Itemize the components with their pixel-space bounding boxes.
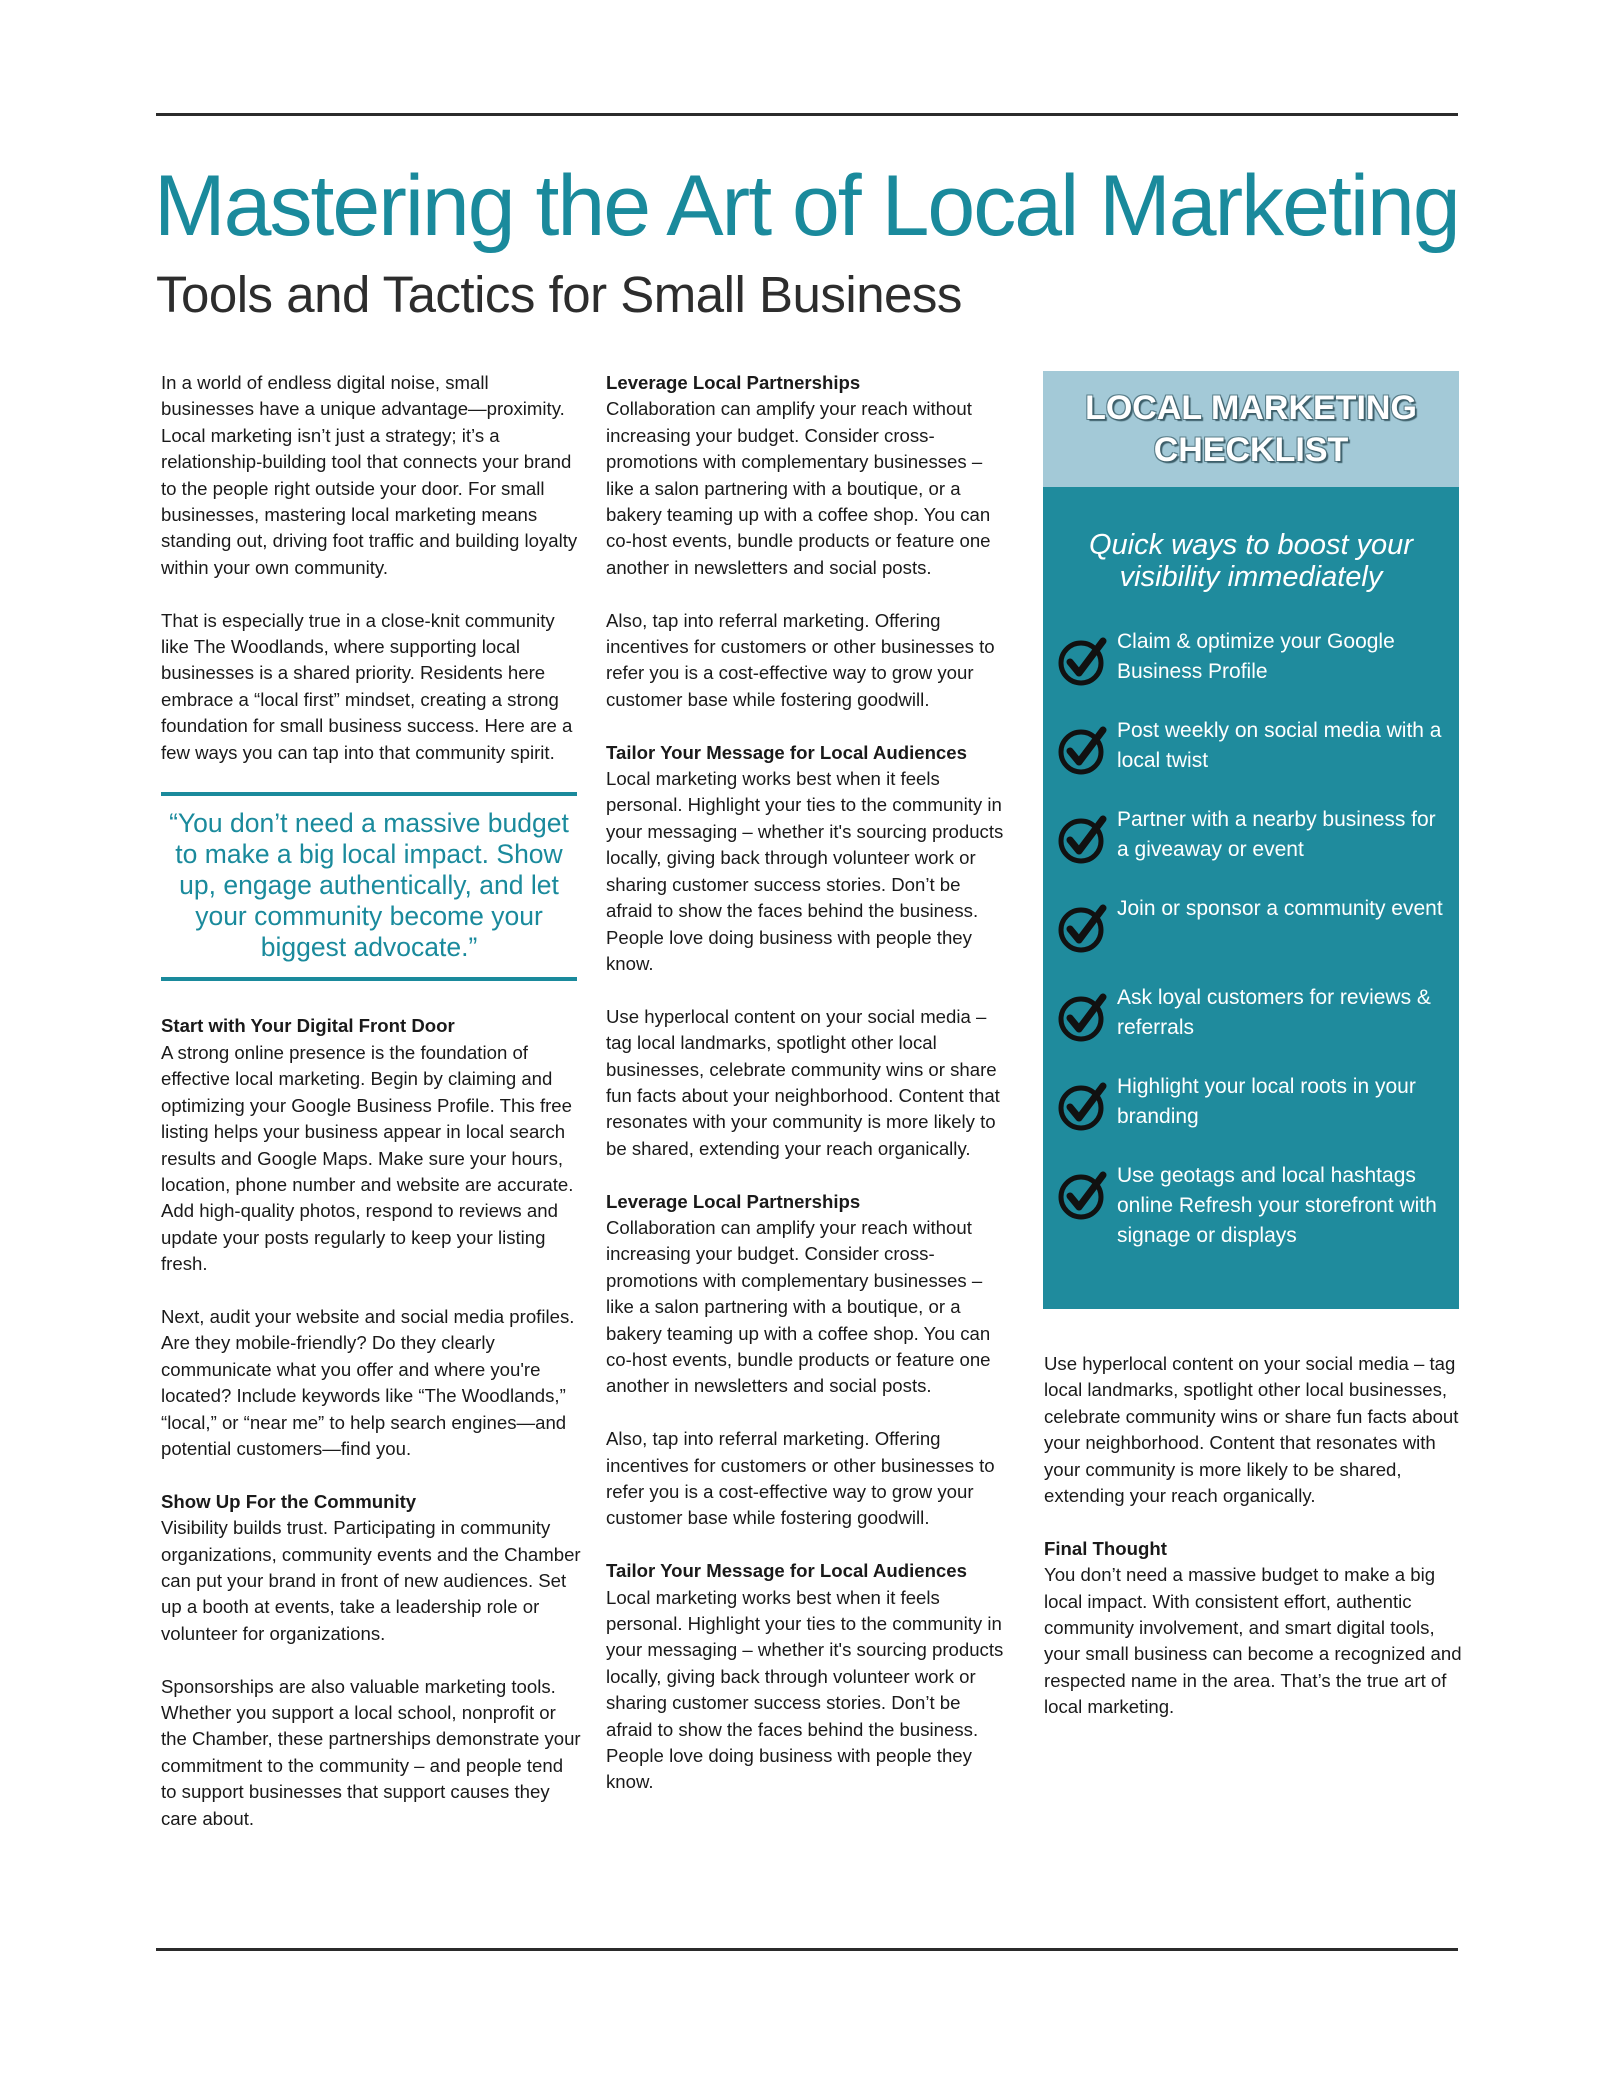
checklist-subtitle: Quick ways to boost your visibility immediately [1089,529,1413,593]
check-circle-icon [1057,1078,1111,1132]
paragraph-partnerships: Collaboration can amplify your reach without increasing your budget. Consider cross-promotions with complementary businesses – like a salon partnering with a boutique, or a bakery teaming up with a coffee shop. You can co-host events, bundle products or feature one another in newsletters and social posts. [606,1216,991,1397]
checklist-title-line-1: LOCAL MARKETING [1085,389,1417,427]
checklist-box [1043,371,1459,1309]
paragraph-hyperlocal: Use hyperlocal content on your social media – tag local landmarks, spotlight other local businesses, celebrate community wins or share fun facts about your neighborhood. Content that resonates with your community is more likely to be shared, extending your reach organically. [1044,1353,1459,1507]
paragraph-referral: Also, tap into referral marketing. Offering incentives for customers or other businesses to refer you is a cost-effective way to grow your customer base while fostering goodwill. [606,609,995,710]
paragraph-digital-1: A strong online presence is the foundation of effective local marketing. Begin by claiming and optimizing your Google Business Profile. This free listing helps your business appear in local search results and Google Maps. Make sure your hours, location, phone number and website are accurate. Add high-quality photos, respond to reviews and update your posts regularly to keep your listing fresh. [161,1041,574,1275]
checklist-item [1043,716,1459,805]
heading-tailor-message: Tailor Your Message for Local Audiences [606,741,967,763]
check-circle-icon [1057,1167,1111,1221]
heading-show-up-community: Show Up For the Community [161,1490,417,1512]
checklist-item [1043,627,1459,716]
intro-paragraph-2: That is especially true in a close-knit community like The Woodlands, where supporting local businesses is a shared priority. Residents here embrace a “local first” mindset, creating a strong foundation for small business success. Here are a few ways you can tap into that community spirit. [161,609,573,763]
checklist-item-text: Join or sponsor a community event [1117,897,1443,920]
checklist-item [1043,805,1459,894]
bottom-divider [156,1948,1458,1951]
pull-quote: “You don’t need a massive budget to make a big local impact. Show up, engage authentically, and let your community become your biggest advocate.” [161,792,577,981]
article-subtitle: Tools and Tactics for Small Business [156,266,962,323]
paragraph-community-2: Sponsorships are also valuable marketing tools. Whether you support a local school, nonprofit or the Chamber, these partnerships demonstrate your commitment to the community – and people tend to support businesses that support causes they care about. [161,1675,581,1829]
paragraph-final-thought: You don’t need a massive budget to make a big local impact. With consistent effort, authentic community involvement, and smart digital tools, your small business can become a recognized and respected name in the area. That’s the true art of local marketing. [1044,1564,1462,1718]
check-circle-icon [1057,633,1111,687]
heading-tailor-message: Tailor Your Message for Local Audiences [606,1560,967,1582]
checklist-item-text: Post weekly on social media with a local twist [1117,719,1442,772]
heading-partnerships: Leverage Local Partnerships [606,1190,861,1212]
checklist-item-text: Use geotags and local hashtags online Refresh your storefront with signage or displays [1117,1164,1437,1247]
paragraph-community-1: Visibility builds trust. Participating in community organizations, community events and the Chamber can put your brand in front of new audiences. Set up a booth at events, take a leadership role or volunteer for organizations. [161,1517,581,1644]
checklist-item [1043,894,1459,983]
paragraph-partnerships: Collaboration can amplify your reach without increasing your budget. Consider cross-promotions with complementary businesses – like a salon partnering with a boutique, or a bakery teaming up with a coffee shop. You can co-host events, bundle products or feature one another in newsletters and social posts. [606,398,991,578]
check-circle-icon [1057,722,1111,776]
check-circle-icon [1057,811,1111,865]
column-middle [606,370,1006,1822]
checklist-item [1043,983,1459,1072]
checklist-item [1043,1161,1459,1250]
checklist-items [1043,627,1459,1250]
paragraph-hyperlocal: Use hyperlocal content on your social media – tag local landmarks, spotlight other local businesses, celebrate community wins or share fun facts about your neighborhood. Content that resonates with your community is more likely to be shared, extending your reach organically. [606,1005,1000,1159]
paragraph-tailor: Local marketing works best when it feels personal. Highlight your ties to the community in your messaging – whether it's sourcing products locally, giving back through volunteer work or sharing customer success stories. Don’t be afraid to show the faces behind the business. People love doing business with people they know. [606,768,1004,974]
heading-digital-front-door: Start with Your Digital Front Door [161,1015,455,1037]
checklist-item-text: Claim & optimize your Google Business Profile [1117,630,1395,683]
article-title: Mastering the Art of Local Marketing [154,158,1459,254]
column-right [1044,1351,1464,1747]
column-left [161,370,581,1858]
checklist-item-text: Partner with a nearby business for a giveaway or event [1117,808,1436,861]
checklist-item [1043,1072,1459,1161]
heading-final-thought: Final Thought [1044,1537,1167,1559]
heading-partnerships: Leverage Local Partnerships [606,372,861,393]
paragraph-referral: Also, tap into referral marketing. Offering incentives for customers or other businesses to refer you is a cost-effective way to grow your customer base while fostering goodwill. [606,1428,995,1529]
check-circle-icon [1057,989,1111,1043]
checklist-item-text: Ask loyal customers for reviews & referrals [1117,986,1431,1039]
paragraph-digital-2: Next, audit your website and social media profiles. Are they mobile-friendly? Do they clearly communicate what you offer and where you're located? Include keywords like “The Woodlands,” “local,” or “near me” to help search engines—and potential customers—find you. [161,1305,575,1459]
check-circle-icon [1057,900,1111,954]
paragraph-tailor: Local marketing works best when it feels personal. Highlight your ties to the community in your messaging – whether it's sourcing products locally, giving back through volunteer work or sharing customer success stories. Don’t be afraid to show the faces behind the business. People love doing business with people they know. [606,1586,1004,1793]
checklist-item-text: Highlight your local roots in your branding [1117,1075,1416,1128]
checklist-title-line-2: CHECKLIST [1153,431,1349,469]
intro-paragraph-1: In a world of endless digital noise, small businesses have a unique advantage—proximity. Local marketing isn’t just a strategy; it’s a relationship-building tool that connects your brand to the people right outside your door. For small businesses, mastering local marketing means standing out, driving foot traffic and building loyalty within your own community. [161,372,578,578]
top-divider [156,113,1458,116]
checklist-header [1043,371,1459,487]
